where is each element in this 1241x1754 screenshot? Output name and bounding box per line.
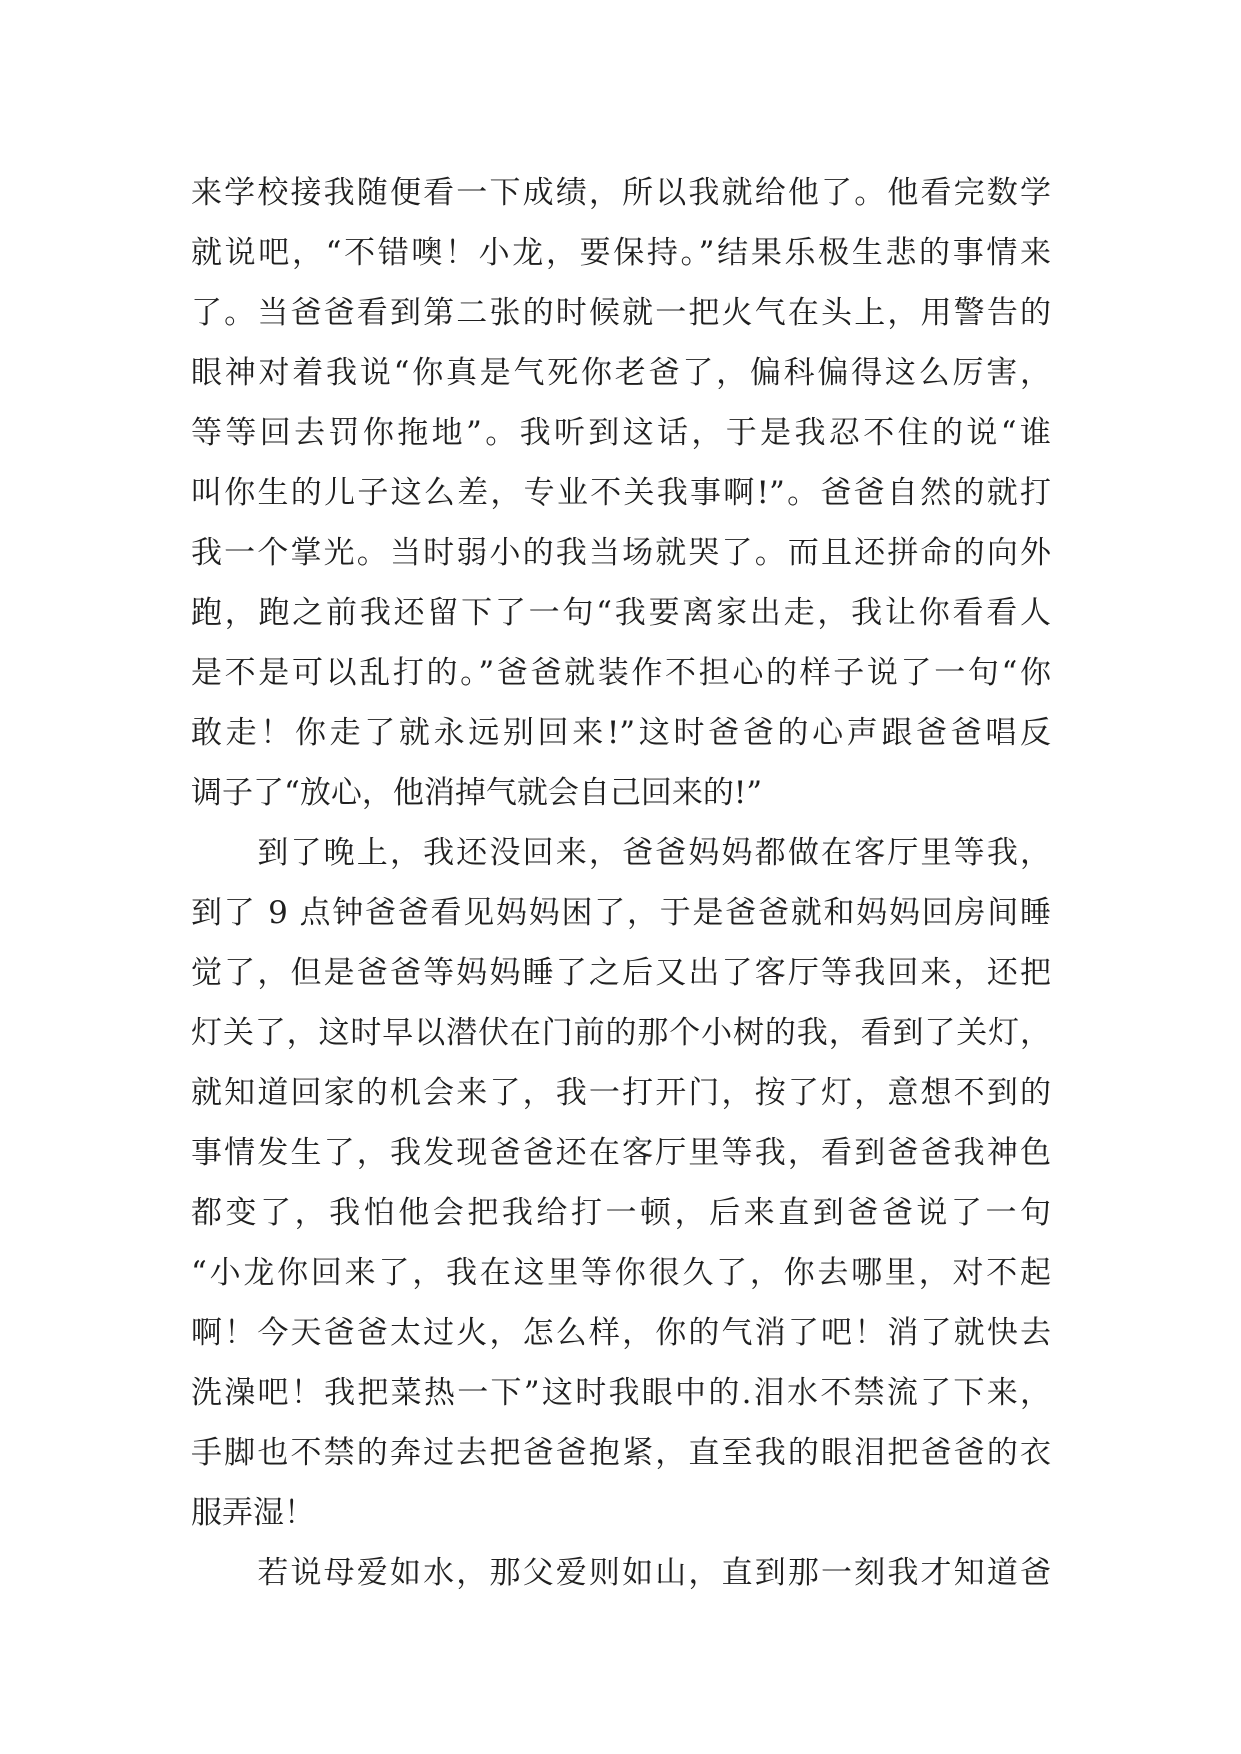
text-line: 若说母爱如水，那父爱则如山，直到那一刻我才知道爸 xyxy=(191,1555,1051,1591)
text-line: 眼神对着我说“你真是气死你老爸了，偏科偏得这么厉害， xyxy=(191,355,1051,391)
text-line: 就知道回家的机会来了，我一打开门，按了灯，意想不到的 xyxy=(191,1075,1051,1111)
text-line: 服弄湿！ xyxy=(191,1495,315,1531)
text-line: 叫你生的儿子这么差，专业不关我事啊!”。爸爸自然的就打 xyxy=(191,475,1051,511)
text-line: 来学校接我随便看一下成绩，所以我就给他了。他看完数学 xyxy=(191,175,1051,211)
text-line: 跑，跑之前我还留下了一句“我要离家出走，我让你看看人 xyxy=(191,595,1051,631)
text-line: 到了晚上，我还没回来，爸爸妈妈都做在客厅里等我， xyxy=(191,835,1051,871)
text-line: 调子了“放心，他消掉气就会自己回来的!” xyxy=(191,775,763,811)
text-line: 到了 9 点钟爸爸看见妈妈困了，于是爸爸就和妈妈回房间睡 xyxy=(191,895,1051,931)
text-line: 都变了，我怕他会把我给打一顿，后来直到爸爸说了一句 xyxy=(191,1195,1051,1231)
text-line: 洗澡吧！我把菜热一下”这时我眼中的.泪水不禁流了下来， xyxy=(191,1375,1051,1411)
text-line: 敢走！你走了就永远别回来!”这时爸爸的心声跟爸爸唱反 xyxy=(191,715,1051,751)
text-line: 事情发生了，我发现爸爸还在客厅里等我，看到爸爸我神色 xyxy=(191,1135,1051,1171)
text-line: “小龙你回来了，我在这里等你很久了，你去哪里，对不起 xyxy=(191,1255,1051,1291)
text-line: 是不是可以乱打的。”爸爸就装作不担心的样子说了一句“你 xyxy=(191,655,1051,691)
text-line: 我一个掌光。当时弱小的我当场就哭了。而且还拼命的向外 xyxy=(191,535,1051,571)
text-line: 了。当爸爸看到第二张的时候就一把火气在头上，用警告的 xyxy=(191,295,1051,331)
body-text xyxy=(191,163,1051,1603)
text-line: 手脚也不禁的奔过去把爸爸抱紧，直至我的眼泪把爸爸的衣 xyxy=(191,1435,1051,1471)
text-line: 觉了，但是爸爸等妈妈睡了之后又出了客厅等我回来，还把 xyxy=(191,955,1051,991)
text-line: 灯关了，这时早以潜伏在门前的那个小树的我，看到了关灯， xyxy=(191,1015,1051,1051)
text-line: 等等回去罚你拖地”。我听到这话，于是我忍不住的说“谁 xyxy=(191,415,1051,451)
text-line: 就说吧，“不错噢！小龙，要保持。”结果乐极生悲的事情来 xyxy=(191,235,1051,271)
text-line: 啊！今天爸爸太过火，怎么样，你的气消了吧！消了就快去 xyxy=(191,1315,1051,1351)
